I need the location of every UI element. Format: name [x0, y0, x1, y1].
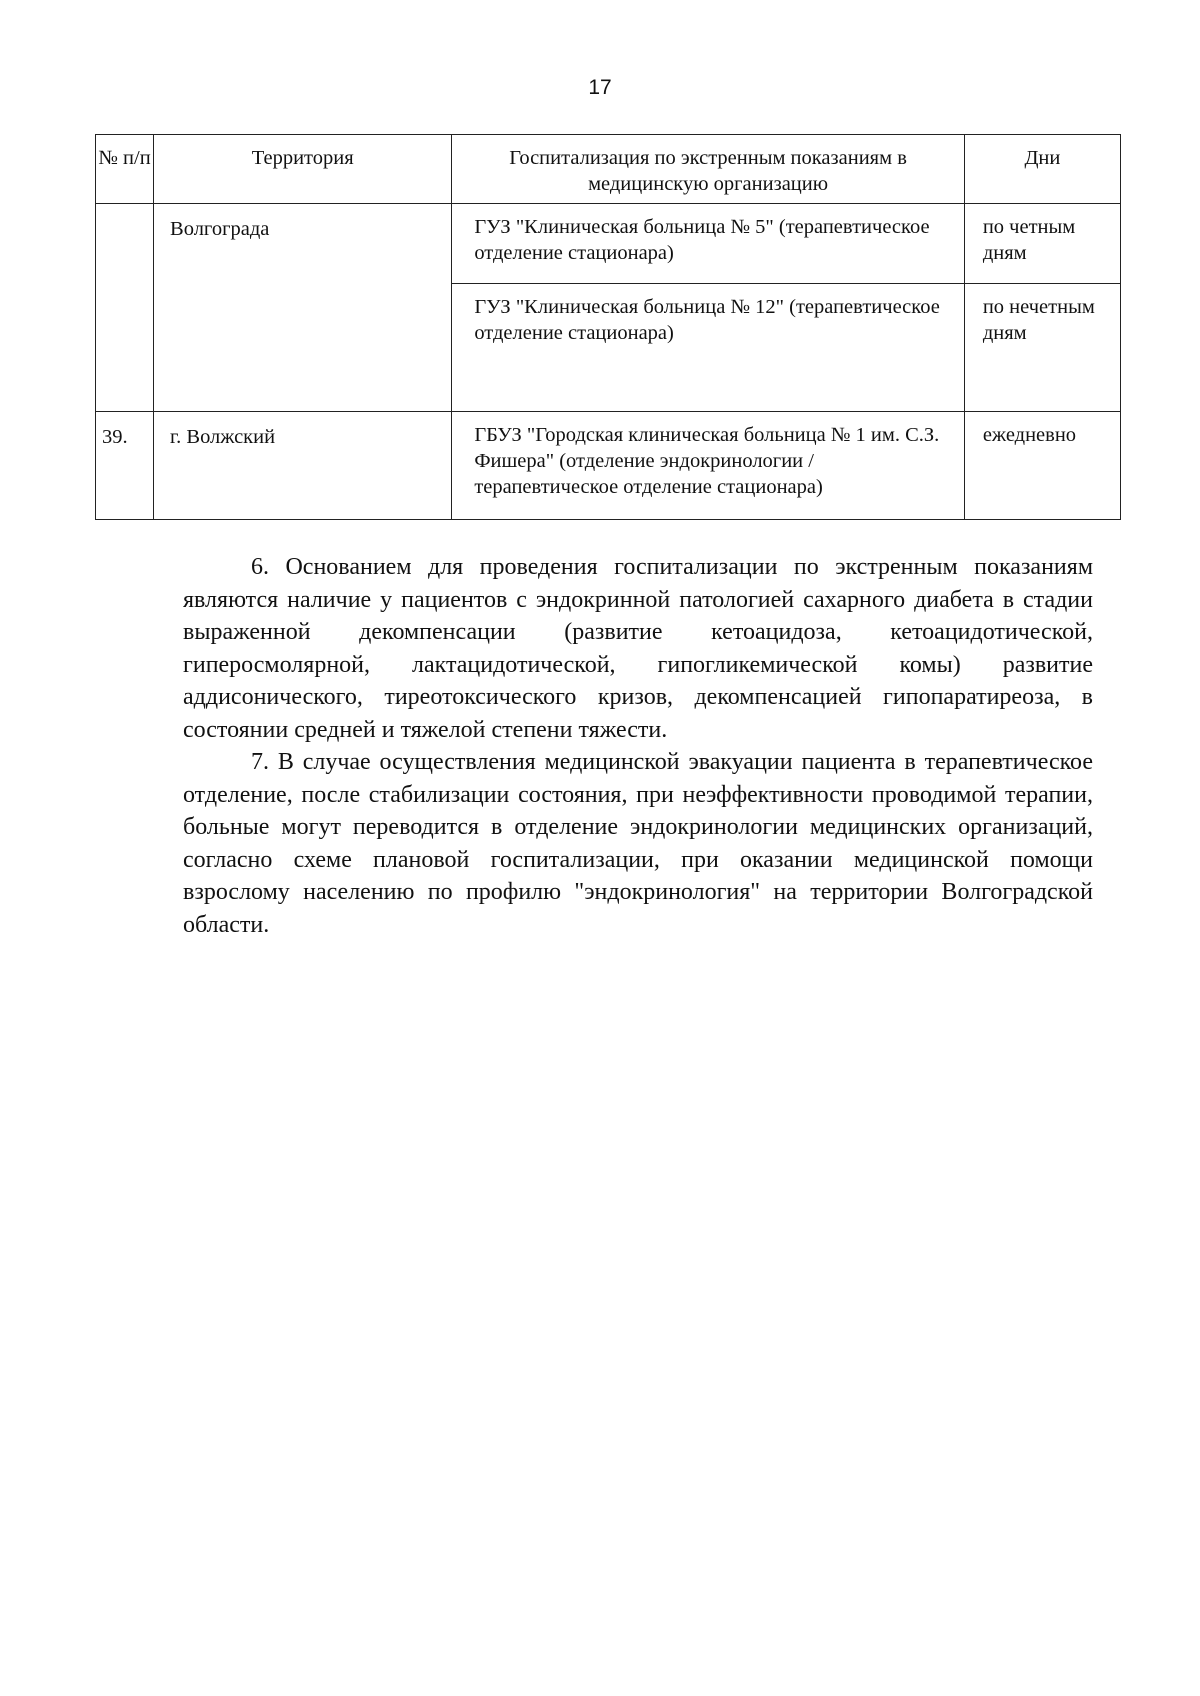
row-number-cell: 39. [96, 412, 154, 520]
organization-cell: ГУЗ "Клиническая больница № 12" (терапевтическое отделение стационара) [452, 284, 965, 412]
paragraph-6: 6. Основанием для проведения госпитализации по экстренным показаниям являются наличие у пациентов с эндокринной патологией сахарного диабета в стадии выраженной декомпенсации (развитие кетоацидоза, кетоацидотической, гиперосмолярной, лактацидотической, гипогликемической комы) развитие аддисонического, тиреотоксического кризов, декомпенсацией гипопаратиреоза, в состоянии средней и тяжелой степени тяжести. [183, 554, 1093, 743]
header-num: № п/п [96, 135, 154, 204]
table-row [96, 204, 1121, 284]
table-row [96, 412, 1121, 520]
territory-cell: г. Волжский [154, 412, 452, 520]
header-days: Дни [964, 135, 1120, 204]
row-number-cell [96, 204, 154, 412]
days-cell: по нечетным дням [964, 284, 1120, 412]
paragraph-7: 7. В случае осуществления медицинской эвакуации пациента в терапевтическое отделение, после стабилизации состояния, при неэффективности проводимой терапии, больные могут переводится в отделение эндокринологии медицинских организаций, согласно схеме плановой госпитализации, при оказании медицинской помощи взрослому населению по профилю "эндокринология" на территории Волгоградской области. [183, 749, 1093, 938]
organization-cell: ГБУЗ "Городская клиническая больница № 1 им. С.З. Фишера" (отделение эндокринологии / терапевтическое отделение стационара) [452, 412, 965, 520]
organization-cell: ГУЗ "Клиническая больница № 5" (терапевтическое отделение стационара) [452, 204, 965, 284]
header-territory: Территория [154, 135, 452, 204]
days-cell: по четным дням [964, 204, 1120, 284]
header-organization: Госпитализация по экстренным показаниям в медицинскую организацию [452, 135, 965, 204]
hospitalization-table [95, 134, 1121, 520]
body-text [183, 551, 1093, 941]
days-cell: ежедневно [964, 412, 1120, 520]
territory-cell: Волгограда [154, 204, 452, 412]
page-number: 17 [588, 76, 612, 99]
table-header-row [96, 135, 1121, 204]
